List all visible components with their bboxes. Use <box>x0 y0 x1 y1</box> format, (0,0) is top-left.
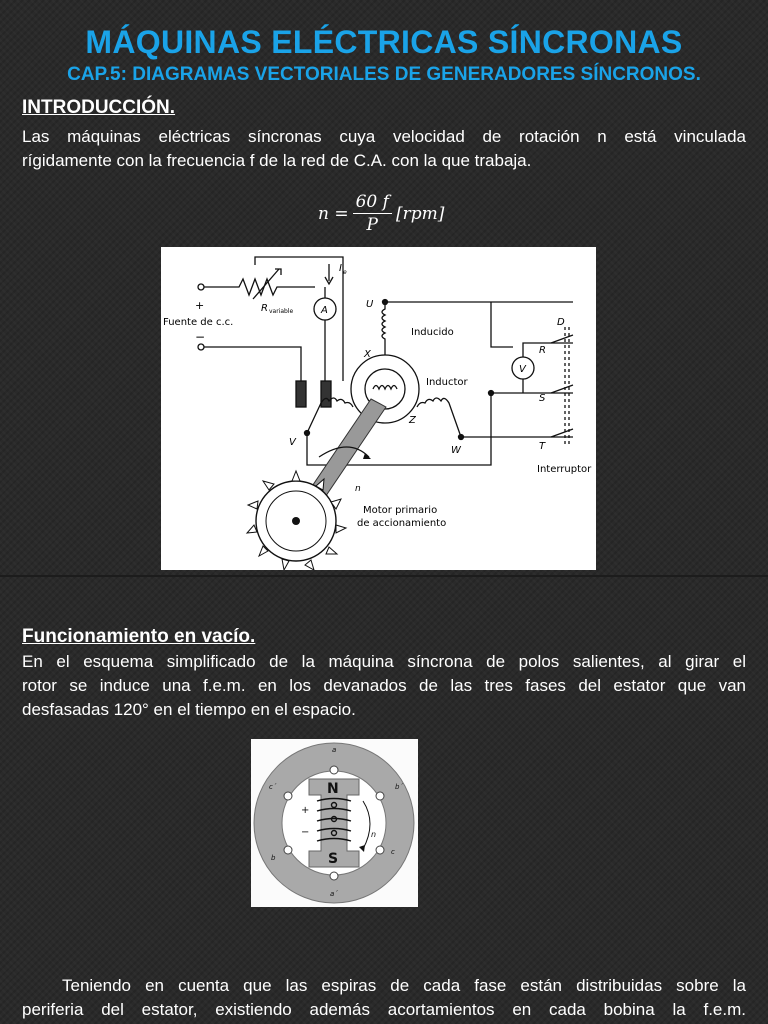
intro-paragraph-line: Las máquinas eléctricas síncronas cuya velocidad de rotación n está vinculada <box>22 127 746 146</box>
phase-a-label: a <box>332 746 337 754</box>
phase-c-label: c <box>391 848 395 856</box>
terminal-u: U <box>366 299 374 310</box>
terminal-w: W <box>451 445 461 456</box>
phase-b-label: b <box>271 854 276 862</box>
terminal-r: R <box>539 345 546 356</box>
terminal-z: Z <box>409 415 416 426</box>
section-heading-funcionamiento: Funcionamiento en vacío. <box>22 626 256 647</box>
slide-funcionamiento-vacio <box>0 576 768 1024</box>
prime-mover-label-line: Motor primario <box>363 505 438 516</box>
intro-paragraph <box>22 125 746 173</box>
plus-sign: + <box>195 299 205 312</box>
terminal-x: X <box>364 349 371 360</box>
no-load-paragraph-line: desfasadas 120° en el tiempo en el espacio. <box>22 700 356 719</box>
prime-mover-label-line: de accionamiento <box>357 518 447 529</box>
speed-n-label: n <box>355 484 361 494</box>
switch-label: Interruptor <box>537 464 592 475</box>
plus-sign: + <box>301 805 310 816</box>
intro-paragraph-line: rígidamente con la frecuencia f de la red de C.A. con la que trabaja. <box>22 151 532 170</box>
south-pole-label: S <box>328 851 339 867</box>
terminal-v: V <box>289 437 296 448</box>
dc-source-label: Fuente de c.c. <box>163 317 234 328</box>
phase-b-prime-label: b´ <box>395 783 403 791</box>
formula-fraction <box>353 192 392 235</box>
no-load-paragraph <box>22 650 746 722</box>
speed-formula <box>318 192 444 235</box>
terminal-s: S <box>539 393 546 404</box>
excitation-current-label: I <box>339 263 342 274</box>
terminal-t: T <box>539 441 546 452</box>
phase-a-prime-label: a´ <box>330 890 338 898</box>
minus-sign: − <box>301 827 310 838</box>
page-title: MÁQUINAS ELÉCTRICAS SÍNCRONAS <box>85 24 683 60</box>
generator-circuit-diagram <box>161 247 596 570</box>
minus-sign: − <box>195 330 206 344</box>
north-pole-label: N <box>327 781 339 797</box>
terminal-d: D <box>557 317 565 328</box>
section-heading-introduccion: INTRODUCCIÓN. <box>22 97 176 118</box>
no-load-paragraph-line: rotor se induce una f.e.m. en los devanados de las tres fases del estator que van <box>22 676 746 695</box>
formula-unit: [rpm] <box>395 203 445 224</box>
generator-circuit-figure <box>161 247 596 570</box>
armature-label: Inducido <box>411 327 454 338</box>
formula-numerator: 60 f <box>353 192 392 214</box>
ammeter-label: A <box>321 305 328 316</box>
resistor-subscript: variable <box>269 308 294 315</box>
field-label: Inductor <box>426 377 468 388</box>
distribution-paragraph <box>22 974 746 1022</box>
resistor-label: R <box>261 303 268 314</box>
salient-pole-machine-figure <box>251 739 418 907</box>
no-load-paragraph-line: En el esquema simplificado de la máquina síncrona de polos salientes, al girar el <box>22 652 746 671</box>
phase-c-prime-label: c´ <box>269 783 277 791</box>
voltmeter-label: V <box>519 364 526 375</box>
formula-denominator: P <box>366 215 378 235</box>
excitation-current-subscript: e <box>343 269 347 276</box>
salient-pole-machine-diagram <box>251 739 418 907</box>
rotation-n-label: n <box>371 830 377 839</box>
distribution-paragraph-line: Teniendo en cuenta que las espiras de cada fase están distribuidas sobre la <box>62 976 746 995</box>
distribution-paragraph-line: periferia del estator, existiendo además acortamientos en cada bobina la f.e.m. <box>22 1000 746 1019</box>
chapter-subtitle: CAP.5: DIAGRAMAS VECTORIALES DE GENERADORES SÍNCRONOS. <box>67 64 701 85</box>
formula-lhs: n = <box>318 203 349 224</box>
